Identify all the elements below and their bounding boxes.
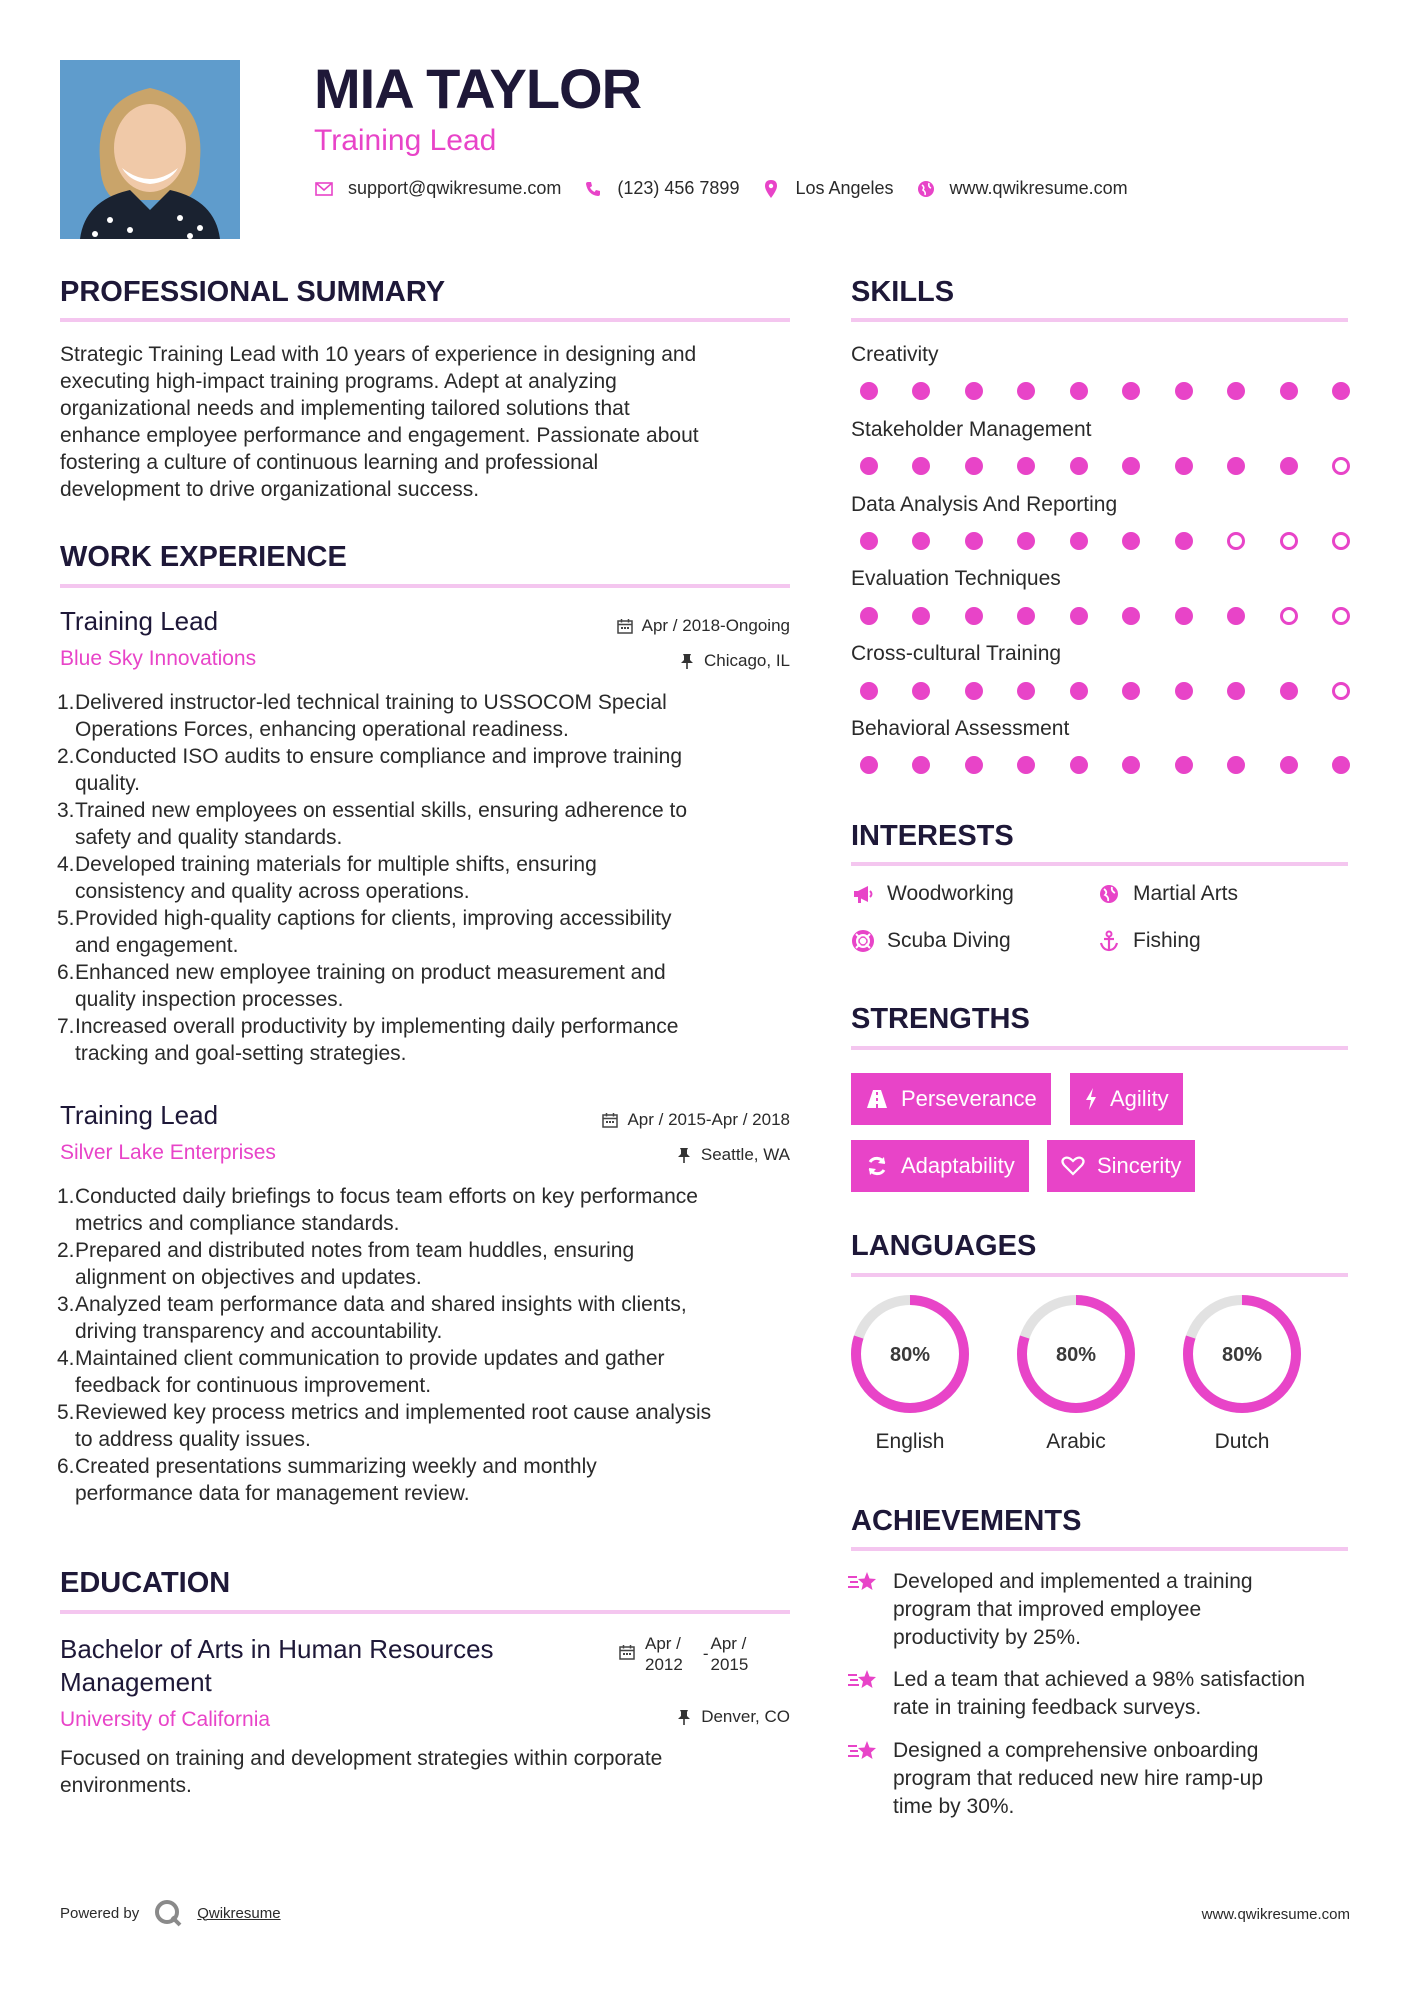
- job-company: Blue Sky Innovations: [60, 647, 257, 670]
- candidate-name: MIA TAYLOR: [314, 57, 642, 120]
- rating-dot-filled: [965, 457, 983, 475]
- rating-dot-filled: [1175, 756, 1193, 774]
- job-dates: [616, 616, 790, 636]
- degree-line: Management: [60, 1667, 212, 1697]
- rating-dot-empty: [1280, 607, 1298, 625]
- ring-percent-label: 80%: [1221, 1344, 1263, 1366]
- rating-dot-filled: [1017, 756, 1035, 774]
- item-number: 3.: [57, 799, 75, 822]
- education-divider: [60, 1610, 790, 1614]
- strength-label: Agility: [1110, 1086, 1169, 1111]
- skill-rating: [860, 680, 1350, 702]
- rating-dot-filled: [1175, 382, 1193, 400]
- heart-icon: [1061, 1154, 1085, 1178]
- degree-title: [60, 1633, 494, 1699]
- summary-line: development to drive organizational success.: [60, 478, 480, 501]
- item-number: 3.: [57, 1293, 75, 1316]
- road-icon: [865, 1087, 889, 1111]
- achievement-item: [847, 1737, 1263, 1821]
- achievement-line: time by 30%.: [893, 1795, 1015, 1818]
- calendar-icon: [619, 1644, 637, 1662]
- achievement-item: [847, 1666, 1305, 1722]
- summary-text: [60, 341, 800, 503]
- rating-dot-filled: [1017, 607, 1035, 625]
- rating-dot-filled: [1122, 756, 1140, 774]
- rating-dot-filled: [912, 457, 930, 475]
- shooting-star-icon: [847, 1568, 879, 1596]
- rating-dot-filled: [1175, 607, 1193, 625]
- brand-link[interactable]: Qwikresume: [197, 1904, 281, 1922]
- experience-divider: [60, 584, 790, 588]
- item-number: 6.: [57, 1455, 75, 1478]
- item-line: Reviewed key process metrics and implemented root cause analysis: [75, 1401, 712, 1424]
- achievements-heading: ACHIEVEMENTS: [851, 1505, 1082, 1537]
- skill-rating: [860, 754, 1350, 776]
- list-item: [57, 1183, 807, 1237]
- rating-dot-filled: [1017, 682, 1035, 700]
- shooting-star-icon: [847, 1666, 879, 1694]
- job-company: Silver Lake Enterprises: [60, 1141, 276, 1164]
- achievements-divider: [851, 1547, 1348, 1551]
- globe-icon: [1097, 882, 1121, 906]
- rating-dot-filled: [1122, 607, 1140, 625]
- powered-by-text: Powered by: [60, 1904, 140, 1922]
- pushpin-icon: [678, 652, 696, 670]
- skills-divider: [851, 318, 1348, 322]
- strength-label: Perseverance: [901, 1086, 1037, 1111]
- bullhorn-icon: [851, 882, 875, 906]
- rating-dot-filled: [1175, 457, 1193, 475]
- calendar-icon: [601, 1111, 619, 1129]
- location-text: Denver, CO: [701, 1707, 790, 1726]
- globe-icon: [916, 179, 936, 199]
- contact-row: [314, 178, 1150, 199]
- rating-dot-filled: [1280, 382, 1298, 400]
- list-item: [57, 851, 797, 905]
- item-number: 2.: [57, 745, 75, 768]
- summary-divider: [60, 318, 790, 322]
- pushpin-icon: [675, 1146, 693, 1164]
- job-title: Training Lead: [60, 1100, 219, 1130]
- item-number: 2.: [57, 1239, 75, 1262]
- rating-dot-filled: [1280, 682, 1298, 700]
- candidate-title: Training Lead: [314, 124, 497, 157]
- summary-line: fostering a culture of continuous learning and professional: [60, 451, 599, 474]
- skill-name: Data Analysis And Reporting: [851, 493, 1118, 516]
- list-item: [57, 1237, 807, 1291]
- education-dates: [619, 1633, 748, 1675]
- rating-dot-filled: [965, 682, 983, 700]
- list-item: [57, 1291, 807, 1345]
- item-number: 4.: [57, 853, 75, 876]
- job-duties: [57, 689, 797, 1067]
- item-number: 7.: [57, 1015, 75, 1038]
- language-item: [848, 1292, 972, 1454]
- degree-line: Bachelor of Arts in Human Resources: [60, 1634, 494, 1664]
- rating-dot-filled: [1227, 682, 1245, 700]
- rating-dot-filled: [965, 756, 983, 774]
- interest-item: [851, 882, 1014, 906]
- summary-line: Strategic Training Lead with 10 years of experience in designing and: [60, 343, 697, 366]
- item-line: alignment on objectives and updates.: [75, 1266, 422, 1289]
- strengths-divider: [851, 1046, 1348, 1050]
- envelope-icon: [314, 179, 334, 199]
- rating-dot-filled: [1280, 756, 1298, 774]
- start-month: Apr /: [645, 1634, 681, 1653]
- school-name: University of California: [60, 1708, 271, 1731]
- item-number: 6.: [57, 961, 75, 984]
- achievement-item: [847, 1568, 1253, 1652]
- summary-heading: PROFESSIONAL SUMMARY: [60, 276, 446, 308]
- language-ring: [848, 1292, 972, 1416]
- ring-percent-label: 80%: [889, 1344, 931, 1366]
- rating-dot-filled: [1227, 457, 1245, 475]
- location-text: Seattle, WA: [700, 1145, 790, 1164]
- end-date: [711, 1633, 749, 1675]
- ring-percent-label: 80%: [1055, 1344, 1097, 1366]
- rating-dot-filled: [1070, 756, 1088, 774]
- rating-dot-filled: [1070, 382, 1088, 400]
- item-line: Maintained client communication to provide updates and gather: [75, 1347, 665, 1370]
- achievement-line: program that reduced new hire ramp-up: [893, 1767, 1264, 1790]
- item-number: 1.: [57, 691, 75, 714]
- achievement-line: Led a team that achieved a 98% satisfaction: [893, 1668, 1306, 1691]
- list-item: [57, 959, 797, 1013]
- rating-dot-filled: [912, 382, 930, 400]
- rating-dot-filled: [860, 682, 878, 700]
- language-item: [1014, 1292, 1138, 1454]
- shooting-star-icon: [847, 1737, 879, 1765]
- experience-heading: WORK EXPERIENCE: [60, 541, 347, 573]
- rating-dot-filled: [1175, 532, 1193, 550]
- rating-dot-filled: [1070, 682, 1088, 700]
- item-line: Increased overall productivity by implementing daily performance: [75, 1015, 679, 1038]
- job-dates: [601, 1110, 790, 1130]
- language-item: [1180, 1292, 1304, 1454]
- rating-dot-filled: [1070, 457, 1088, 475]
- rating-dot-filled: [912, 607, 930, 625]
- rating-dot-filled: [860, 457, 878, 475]
- job-location: [675, 1145, 790, 1165]
- strength-label: Adaptability: [901, 1153, 1015, 1178]
- skill-rating: [860, 380, 1350, 402]
- interest-item: [1097, 929, 1201, 953]
- item-line: to address quality issues.: [75, 1428, 311, 1451]
- rating-dot-filled: [1017, 532, 1035, 550]
- date-separator: -: [702, 1644, 709, 1663]
- website-text: www.qwikresume.com: [949, 178, 1128, 198]
- rating-dot-filled: [965, 607, 983, 625]
- item-line: Conducted ISO audits to ensure compliance and improve training: [75, 745, 683, 768]
- achievement-line: program that improved employee: [893, 1598, 1202, 1621]
- item-number: 4.: [57, 1347, 75, 1370]
- profile-photo: [60, 60, 240, 239]
- item-line: Enhanced new employee training on product measurement and: [75, 961, 666, 984]
- rating-dot-filled: [1122, 457, 1140, 475]
- rating-dot-filled: [1070, 532, 1088, 550]
- item-line: quality.: [75, 772, 140, 795]
- footer-website[interactable]: www.qwikresume.com: [1201, 1906, 1350, 1923]
- achievement-line: rate in training feedback surveys.: [893, 1696, 1202, 1719]
- qwikresume-logo-icon: [153, 1898, 183, 1928]
- list-item: [57, 1013, 797, 1067]
- rating-dot-filled: [1332, 382, 1350, 400]
- education-location: [675, 1707, 790, 1727]
- anchor-icon: [1097, 929, 1121, 953]
- rating-dot-empty: [1280, 532, 1298, 550]
- rating-dot-filled: [912, 682, 930, 700]
- item-line: Created presentations summarizing weekly and monthly: [75, 1455, 597, 1478]
- rating-dot-filled: [1227, 607, 1245, 625]
- contact-location: [761, 178, 893, 199]
- pushpin-icon: [675, 1708, 693, 1726]
- rating-dot-empty: [1332, 457, 1350, 475]
- skill-rating: [860, 605, 1350, 627]
- life-ring-icon: [851, 929, 875, 953]
- interest-label: Scuba Diving: [887, 929, 1011, 952]
- rating-dot-empty: [1332, 682, 1350, 700]
- job-location: [678, 651, 790, 671]
- skill-name: Stakeholder Management: [851, 418, 1092, 441]
- end-year: 2015: [710, 1655, 749, 1674]
- item-number: 5.: [57, 907, 75, 930]
- rating-dot-filled: [912, 756, 930, 774]
- rating-dot-filled: [1122, 682, 1140, 700]
- item-number: 5.: [57, 1401, 75, 1424]
- list-item: [57, 905, 797, 959]
- rating-dot-filled: [965, 532, 983, 550]
- strength-badge: [851, 1140, 1029, 1192]
- strength-badge: [1070, 1073, 1183, 1125]
- list-item: [57, 797, 797, 851]
- rating-dot-filled: [1175, 682, 1193, 700]
- list-item: [57, 1399, 807, 1453]
- language-name: Dutch: [1214, 1430, 1270, 1453]
- interest-label: Martial Arts: [1133, 882, 1239, 905]
- item-line: and engagement.: [75, 934, 239, 957]
- rating-dot-filled: [1122, 382, 1140, 400]
- summary-line: executing high-impact training programs. Adept at analyzing: [60, 370, 617, 393]
- rating-dot-filled: [1227, 382, 1245, 400]
- list-item: [57, 743, 797, 797]
- rating-dot-filled: [1227, 756, 1245, 774]
- skills-heading: SKILLS: [851, 276, 955, 308]
- achievement-line: productivity by 25%.: [893, 1626, 1081, 1649]
- item-line: feedback for continuous improvement.: [75, 1374, 432, 1397]
- interest-item: [851, 929, 1011, 953]
- rating-dot-empty: [1332, 532, 1350, 550]
- rating-dot-filled: [1280, 457, 1298, 475]
- job-duties: [57, 1183, 807, 1507]
- skill-name: Behavioral Assessment: [851, 717, 1070, 740]
- item-line: Prepared and distributed notes from team huddles, ensuring: [75, 1239, 635, 1262]
- item-line: metrics and compliance standards.: [75, 1212, 400, 1235]
- email-text: support@qwikresume.com: [348, 178, 562, 198]
- phone-text: (123) 456 7899: [617, 178, 740, 198]
- interests-heading: INTERESTS: [851, 820, 1014, 852]
- rating-dot-filled: [965, 382, 983, 400]
- location-text: Los Angeles: [795, 178, 894, 198]
- strength-label: Sincerity: [1097, 1153, 1182, 1178]
- skill-rating: [860, 530, 1350, 552]
- footer-powered-by: [60, 1898, 281, 1928]
- item-line: tracking and goal-setting strategies.: [75, 1042, 407, 1065]
- list-item: [57, 1345, 807, 1399]
- location-text: Chicago, IL: [704, 651, 790, 670]
- item-line: Provided high-quality captions for clients, improving accessibility: [75, 907, 672, 930]
- rating-dot-empty: [1332, 607, 1350, 625]
- language-ring: [1180, 1292, 1304, 1416]
- contact-phone[interactable]: [583, 178, 739, 199]
- skill-rating: [860, 455, 1350, 477]
- bolt-icon: [1084, 1087, 1098, 1111]
- start-date: [645, 1633, 683, 1675]
- item-number: 1.: [57, 1185, 75, 1208]
- dates-text: Apr / 2015-Apr / 2018: [627, 1110, 790, 1129]
- rating-dot-filled: [1332, 756, 1350, 774]
- refresh-icon: [865, 1154, 889, 1178]
- education-description: [60, 1745, 800, 1799]
- list-item: [57, 1453, 807, 1507]
- dates-text: Apr / 2018-Ongoing: [641, 616, 790, 635]
- strengths-heading: STRENGTHS: [851, 1003, 1030, 1035]
- description-line: Focused on training and development strategies within corporate: [60, 1747, 663, 1770]
- interest-item: [1097, 882, 1238, 906]
- map-marker-icon: [761, 179, 781, 199]
- item-line: safety and quality standards.: [75, 826, 343, 849]
- contact-website[interactable]: [916, 178, 1128, 199]
- job-title: Training Lead: [60, 606, 219, 636]
- item-line: quality inspection processes.: [75, 988, 344, 1011]
- start-year: 2012: [645, 1655, 683, 1674]
- item-line: driving transparency and accountability.: [75, 1320, 443, 1343]
- rating-dot-filled: [860, 532, 878, 550]
- rating-dot-filled: [1122, 532, 1140, 550]
- item-line: Conducted daily briefings to focus team efforts on key performance: [75, 1185, 698, 1208]
- calendar-icon: [616, 617, 634, 635]
- interest-label: Woodworking: [887, 882, 1014, 905]
- education-heading: EDUCATION: [60, 1567, 231, 1599]
- item-line: Delivered instructor-led technical training to USSOCOM Special: [75, 691, 667, 714]
- language-name: English: [875, 1430, 945, 1453]
- rating-dot-filled: [1017, 382, 1035, 400]
- list-item: [57, 689, 797, 743]
- rating-dot-filled: [1017, 457, 1035, 475]
- summary-line: organizational needs and implementing tailored solutions that: [60, 397, 630, 420]
- item-line: performance data for management review.: [75, 1482, 470, 1505]
- description-line: environments.: [60, 1774, 192, 1797]
- skill-name: Creativity: [851, 343, 939, 366]
- skill-name: Evaluation Techniques: [851, 567, 1061, 590]
- interest-label: Fishing: [1133, 929, 1201, 952]
- phone-icon: [583, 179, 603, 199]
- item-line: Developed training materials for multiple shifts, ensuring: [75, 853, 597, 876]
- achievement-line: Developed and implemented a training: [893, 1570, 1253, 1593]
- item-line: Analyzed team performance data and shared insights with clients,: [75, 1293, 687, 1316]
- strength-badge: [1047, 1140, 1195, 1192]
- rating-dot-filled: [1070, 607, 1088, 625]
- language-name: Arabic: [1046, 1430, 1106, 1453]
- languages-heading: LANGUAGES: [851, 1230, 1037, 1262]
- item-line: Operations Forces, enhancing operational readiness.: [75, 718, 569, 741]
- item-line: consistency and quality across operations.: [75, 880, 470, 903]
- skill-name: Cross-cultural Training: [851, 642, 1062, 665]
- rating-dot-empty: [1227, 532, 1245, 550]
- strength-badge: [851, 1073, 1051, 1125]
- end-month: Apr /: [710, 1634, 747, 1653]
- rating-dot-filled: [912, 532, 930, 550]
- item-line: Trained new employees on essential skills, ensuring adherence to: [75, 799, 688, 822]
- languages-divider: [851, 1273, 1348, 1277]
- summary-line: enhance employee performance and engagement. Passionate about: [60, 424, 699, 447]
- interests-divider: [851, 862, 1348, 866]
- rating-dot-filled: [860, 382, 878, 400]
- rating-dot-filled: [860, 756, 878, 774]
- achievement-line: Designed a comprehensive onboarding: [893, 1739, 1259, 1762]
- contact-email[interactable]: [314, 178, 561, 199]
- language-ring: [1014, 1292, 1138, 1416]
- rating-dot-filled: [860, 607, 878, 625]
